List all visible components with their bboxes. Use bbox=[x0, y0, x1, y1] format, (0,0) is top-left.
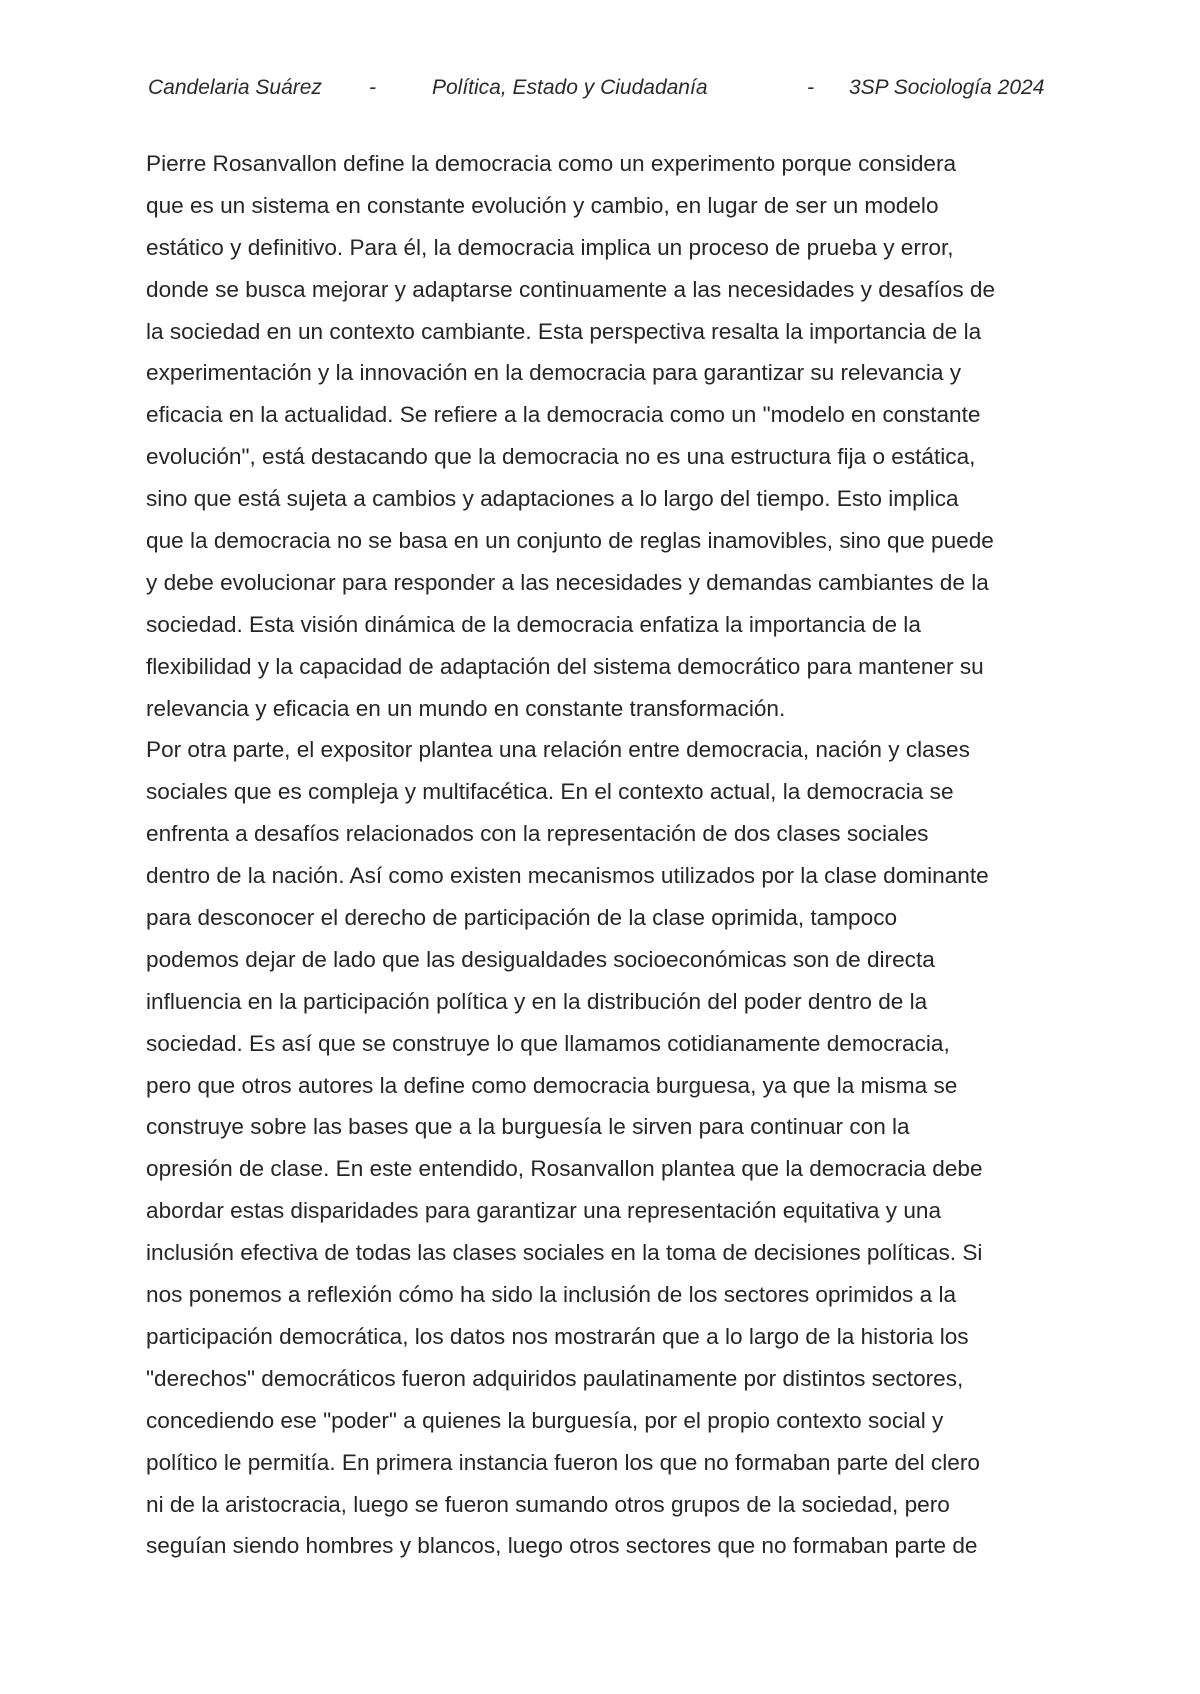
text-line: participación democrática, los datos nos mostrarán que a lo largo de la historia los bbox=[146, 1323, 969, 1349]
text-line: sino que está sujeta a cambios y adaptaciones a lo largo del tiempo. Esto implica bbox=[146, 486, 959, 512]
text-line: "derechos" democráticos fueron adquiridos paulatinamente por distintos sectores, bbox=[146, 1365, 964, 1391]
text-line: construye sobre las bases que a la burguesía le sirven para continuar con la bbox=[146, 1114, 910, 1140]
text-line: nos ponemos a reflexión cómo ha sido la inclusión de los sectores oprimidos a la bbox=[146, 1282, 957, 1308]
text-line: inclusión efectiva de todas las clases sociales en la toma de decisiones políticas. Si bbox=[146, 1240, 983, 1266]
text-line: concediendo ese "poder" a quienes la burguesía, por el propio contexto social y bbox=[146, 1407, 944, 1433]
page-header bbox=[148, 73, 1068, 103]
text-line: dentro de la nación. Así como existen mecanismos utilizados por la clase dominante bbox=[146, 863, 989, 889]
header-separator: - bbox=[807, 76, 814, 99]
text-line: Pierre Rosanvallon define la democracia como un experimento porque considera bbox=[146, 151, 957, 176]
text-line: seguían siendo hombres y blancos, luego otros sectores que no formaban parte de bbox=[146, 1533, 978, 1559]
text-line: donde se busca mejorar y adaptarse continuamente a las necesidades y desafíos de bbox=[146, 276, 996, 302]
text-line: sociedad. Esta visión dinámica de la democracia enfatiza la importancia de la bbox=[146, 611, 921, 637]
header-author: Candelaria Suárez bbox=[148, 76, 322, 99]
text-line: evolución", está destacando que la democracia no es una estructura fija o estática, bbox=[146, 444, 976, 470]
text-line: la sociedad en un contexto cambiante. Esta perspectiva resalta la importancia de la bbox=[146, 318, 982, 344]
text-line: flexibilidad y la capacidad de adaptación del sistema democrático para mantener su bbox=[146, 653, 984, 679]
text-line: eficacia en la actualidad. Se refiere a la democracia como un "modelo en constante bbox=[146, 402, 981, 428]
body-text bbox=[146, 143, 1086, 1567]
text-line: podemos dejar de lado que las desigualdades socioeconómicas son de directa bbox=[146, 946, 935, 972]
text-line: y debe evolucionar para responder a las necesidades y demandas cambiantes de la bbox=[146, 569, 989, 595]
header-course: Política, Estado y Ciudadanía bbox=[432, 76, 708, 99]
text-line: opresión de clase. En este entendido, Rosanvallon plantea que la democracia debe bbox=[146, 1156, 983, 1182]
text-line: pero que otros autores la define como democracia burguesa, ya que la misma se bbox=[146, 1072, 958, 1098]
text-line: ni de la aristocracia, luego se fueron sumando otros grupos de la sociedad, pero bbox=[146, 1491, 950, 1517]
text-line: que es un sistema en constante evolución y cambio, en lugar de ser un modelo bbox=[146, 192, 939, 218]
text-line: político le permitía. En primera instancia fueron los que no formaban parte del clero bbox=[146, 1449, 980, 1475]
header-separator: - bbox=[369, 76, 376, 99]
text-line: experimentación y la innovación en la democracia para garantizar su relevancia y bbox=[146, 360, 962, 386]
text-line: Por otra parte, el expositor plantea una relación entre democracia, nación y clases bbox=[146, 737, 970, 763]
text-line: sociedad. Es así que se construye lo que llamamos cotidianamente democracia, bbox=[146, 1030, 950, 1056]
text-line: relevancia y eficacia en un mundo en constante transformación. bbox=[146, 695, 786, 721]
text-line: abordar estas disparidades para garantizar una representación equitativa y una bbox=[146, 1198, 942, 1224]
text-line: influencia en la participación política y en la distribución del poder dentro de la bbox=[146, 988, 928, 1014]
header-program: 3SP Sociología 2024 bbox=[849, 76, 1045, 99]
text-line: para desconocer el derecho de participación de la clase oprimida, tampoco bbox=[146, 905, 898, 931]
text-line: enfrenta a desafíos relacionados con la representación de dos clases sociales bbox=[146, 821, 929, 847]
text-line: que la democracia no se basa en un conjunto de reglas inamovibles, sino que puede bbox=[146, 528, 994, 554]
text-line: estático y definitivo. Para él, la democracia implica un proceso de prueba y error, bbox=[146, 234, 954, 260]
text-line: sociales que es compleja y multifacética. En el contexto actual, la democracia se bbox=[146, 779, 954, 805]
